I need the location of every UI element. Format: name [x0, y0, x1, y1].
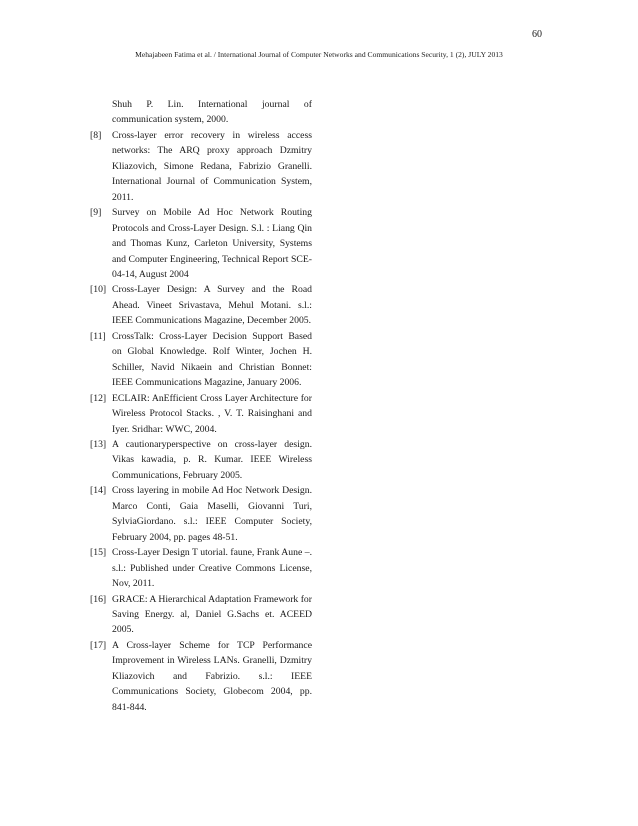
- reference-text: ECLAIR: AnEfficient Cross Layer Architecture for Wireless Protocol Stacks. , V. T. Raisinghani and Iyer. Sridhar: WWC, 2004.: [112, 392, 312, 435]
- reference-item: [90, 282, 312, 328]
- reference-text: Shuh P. Lin. International journal of communication system, 2000.: [112, 99, 312, 126]
- reference-number: [16]: [90, 593, 107, 605]
- reference-text: GRACE: A Hierarchical Adaptation Framework for Saving Energy. al, Daniel G.Sachs et. ACEED 2005.: [112, 593, 312, 636]
- reference-text: Survey on Mobile Ad Hoc Network Routing Protocols and Cross-Layer Design. S.l. : Liang Qin and Thomas Kunz, Carleton University, Systems and Computer Engineering, Technical Report SCE-04-14, August 2004: [112, 207, 312, 280]
- reference-number: [8]: [90, 129, 102, 141]
- reference-number: [12]: [90, 392, 107, 404]
- reference-item: [90, 97, 312, 128]
- reference-list: [90, 97, 312, 715]
- reference-number: [11]: [90, 330, 106, 342]
- reference-item: [90, 205, 312, 282]
- reference-item: [90, 437, 312, 483]
- reference-text: Cross-Layer Design T utorial. faune, Frank Aune –. s.l.: Published under Creative Commons License, Nov, 2011.: [112, 547, 312, 590]
- reference-text: Cross layering in mobile Ad Hoc Network Design. Marco Conti, Gaia Maselli, Giovanni Turi, SylviaGiordano. s.l.: IEEE Computer Society, February 2004, pp. pages 48-51.: [112, 485, 312, 543]
- running-header: Mehajabeen Fatima et al. / International Journal of Computer Networks and Communications Security, 1 (2), JULY 2013: [135, 50, 503, 59]
- reference-number: [13]: [90, 438, 107, 450]
- reference-number: [9]: [90, 207, 102, 219]
- reference-number: [17]: [90, 639, 107, 651]
- reference-item: [90, 638, 312, 715]
- reference-text: Cross-Layer Design: A Survey and the Road Ahead. Vineet Srivastava, Mehul Motani. s.l.: IEEE Communications Magazine, December 2005.: [112, 284, 312, 327]
- reference-text: A Cross-layer Scheme for TCP Performance Improvement in Wireless LANs. Granelli, Dzmitry Kliazovich and Fabrizio. s.l.: IEEE Communications Society, Globecom 2004, pp. 841-844.: [112, 639, 312, 713]
- reference-text: A cautionaryperspective on cross-layer design. Vikas kawadia, p. R. Kumar. IEEE Wireless Communications, February 2005.: [112, 438, 312, 481]
- reference-item: [90, 592, 312, 638]
- reference-text: Cross-layer error recovery in wireless access networks: The ARQ proxy approach Dzmitry Kliazovich, Simone Redana, Fabrizio Granelli. International Journal of Communication System, 2011.: [112, 129, 312, 203]
- page-number: 60: [532, 29, 542, 40]
- reference-item: [90, 391, 312, 437]
- reference-item: [90, 128, 312, 205]
- reference-item: [90, 545, 312, 591]
- reference-number: [10]: [90, 284, 107, 296]
- reference-number: [14]: [90, 485, 107, 497]
- reference-item: [90, 483, 312, 545]
- reference-number: [15]: [90, 547, 107, 559]
- reference-item: [90, 329, 312, 391]
- reference-text: CrossTalk: Cross-Layer Decision Support Based on Global Knowledge. Rolf Winter, Jochen H. Schiller, Navid Nikaein and Christian Bonnet: IEEE Communications Magazine, January 2006.: [112, 330, 312, 389]
